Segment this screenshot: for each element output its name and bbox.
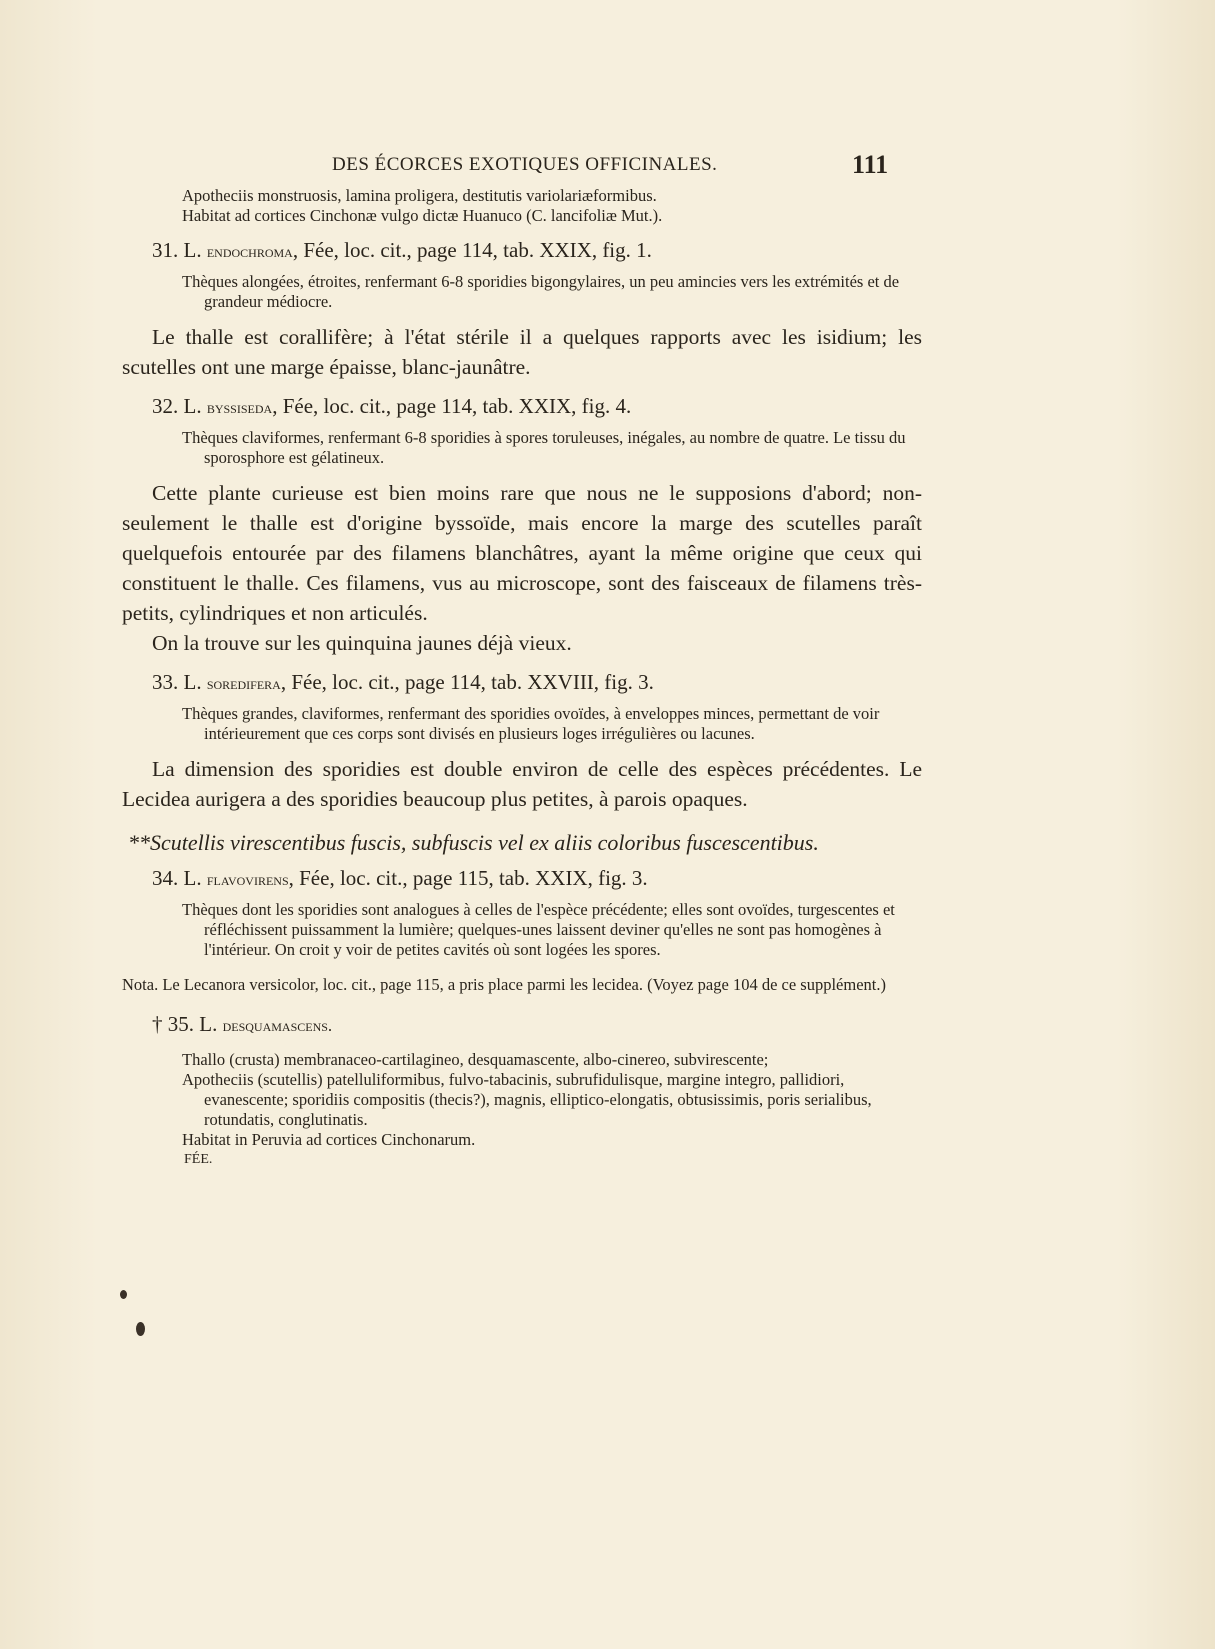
ink-stain — [120, 1290, 127, 1299]
species-description: Thèques claviformes, renfermant 6-8 sporidies à spores toruleuses, inégales, au nombre de quatre. Le tissu du sporosphore est gélatineux. — [182, 428, 906, 467]
entry-number: 31. L. — [152, 238, 202, 262]
description-line: Apotheciis monstruosis, lamina proligera, destitutis variolariæformibus. — [182, 186, 657, 205]
body-paragraph: La dimension des sporidies est double environ de celle des espèces précédentes. Le Lecidea aurigera a des sporidies beaucoup plus petites, à parois opaques. — [122, 757, 922, 811]
nota-note: Nota. Le Lecanora versicolor, loc. cit., page 115, a pris place parmi les lecidea. (Voyez page 104 de ce supplément.) — [122, 975, 886, 994]
species-description: Thèques grandes, claviformes, renfermant des sporidies ovoïdes, à enveloppes minces, permettant de voir intérieurement que ces corps sont divisés en plusieurs loges irrégulières ou lacunes. — [182, 704, 880, 743]
entry-reference: , Fée, loc. cit., page 114, tab. XXVIII, fig. 3. — [280, 670, 654, 694]
diagnosis-line: Thallo (crusta) membranaceo-cartilagineo, desquamascente, albo-cinereo, subvirescente; — [182, 1050, 769, 1069]
diagnosis-line: Apotheciis (scutellis) patelluliformibus, fulvo-tabacinis, subrufidulisque, margine integro, pallidiori, evanescente; sporidiis compositis (thecis?), magnis, elliptico-elongatis, obtusissimis, poris serialibus, rotundatis, conglutinatis. — [182, 1070, 872, 1129]
entry-number: 32. L. — [152, 394, 202, 418]
species-entry-31 — [122, 236, 922, 266]
species-description: Thèques dont les sporidies sont analogues à celles de l'espèce précédente; elles sont ovoïdes, turgescentes et réfléchissent puissamment la lumière; quelques-unes laissent deviner qu'elles ne sont pas homogènes à l'intérieur. On croit y voir de petites cavités où sont logées les spores. — [182, 900, 895, 959]
latin-diagnosis — [122, 1050, 922, 1150]
species-description: Thèques alongées, étroites, renfermant 6-8 sporidies bigongylaires, un peu amincies vers les extrémités et de grandeur médiocre. — [182, 272, 900, 311]
entry-number: † 35. L. — [152, 1012, 218, 1036]
species-name: desquamascens. — [222, 1016, 333, 1035]
species-entry-32 — [122, 392, 922, 422]
entry-reference: , Fée, loc. cit., page 114, tab. XXIX, fig. 4. — [272, 394, 632, 418]
species-name: byssiseda — [206, 398, 273, 417]
habitat-line: Habitat in Peruvia ad cortices Cinchonarum. — [182, 1130, 476, 1149]
species-entry-33 — [122, 668, 922, 698]
species-entry-34 — [122, 864, 922, 894]
species-name: endochroma — [206, 242, 293, 261]
species-name: flavovirens — [206, 870, 289, 889]
running-head: DES ÉCORCES EXOTIQUES OFFICINALES. — [332, 154, 718, 175]
body-paragraph: Cette plante curieuse est bien moins rare que nous ne le supposions d'abord; non-seulement le thalle est d'origine byssoïde, mais encore la marge des scutelles paraît quelquefois entourée par des filamens blanchâtres, ayant la même origine que ceux qui constituent le thalle. Ces filamens, vus au microscope, sont des faisceaux de filamens très-petits, cylindriques et non articulés. — [122, 481, 922, 625]
ink-stain — [136, 1322, 145, 1336]
entry-reference: , Fée, loc. cit., page 115, tab. XXIX, fig. 3. — [288, 866, 648, 890]
page-body — [122, 186, 922, 1168]
species-entry-35 — [122, 1010, 922, 1040]
author-signature: FÉE. — [184, 1152, 213, 1167]
page-number: 111 — [852, 150, 889, 179]
entry-number: 34. L. — [152, 866, 202, 890]
continued-description — [122, 186, 922, 226]
entry-number: 33. L. — [152, 670, 202, 694]
entry-reference: , Fée, loc. cit., page 114, tab. XXIX, fig. 1. — [292, 238, 652, 262]
group-heading: **Scutellis virescentibus fuscis, subfuscis vel ex aliis coloribus fuscescentibus. — [128, 830, 819, 855]
page-header — [122, 152, 922, 182]
habitat-line: Habitat ad cortices Cinchonæ vulgo dictæ Huanuco (C. lancifoliæ Mut.). — [182, 206, 663, 225]
body-paragraph: On la trouve sur les quinquina jaunes déjà vieux. — [152, 631, 572, 655]
species-name: soredifera — [206, 674, 281, 693]
body-paragraph: Le thalle est corallifère; à l'état stérile il a quelques rapports avec les isidium; les scutelles ont une marge épaisse, blanc-jaunâtre. — [122, 325, 922, 379]
